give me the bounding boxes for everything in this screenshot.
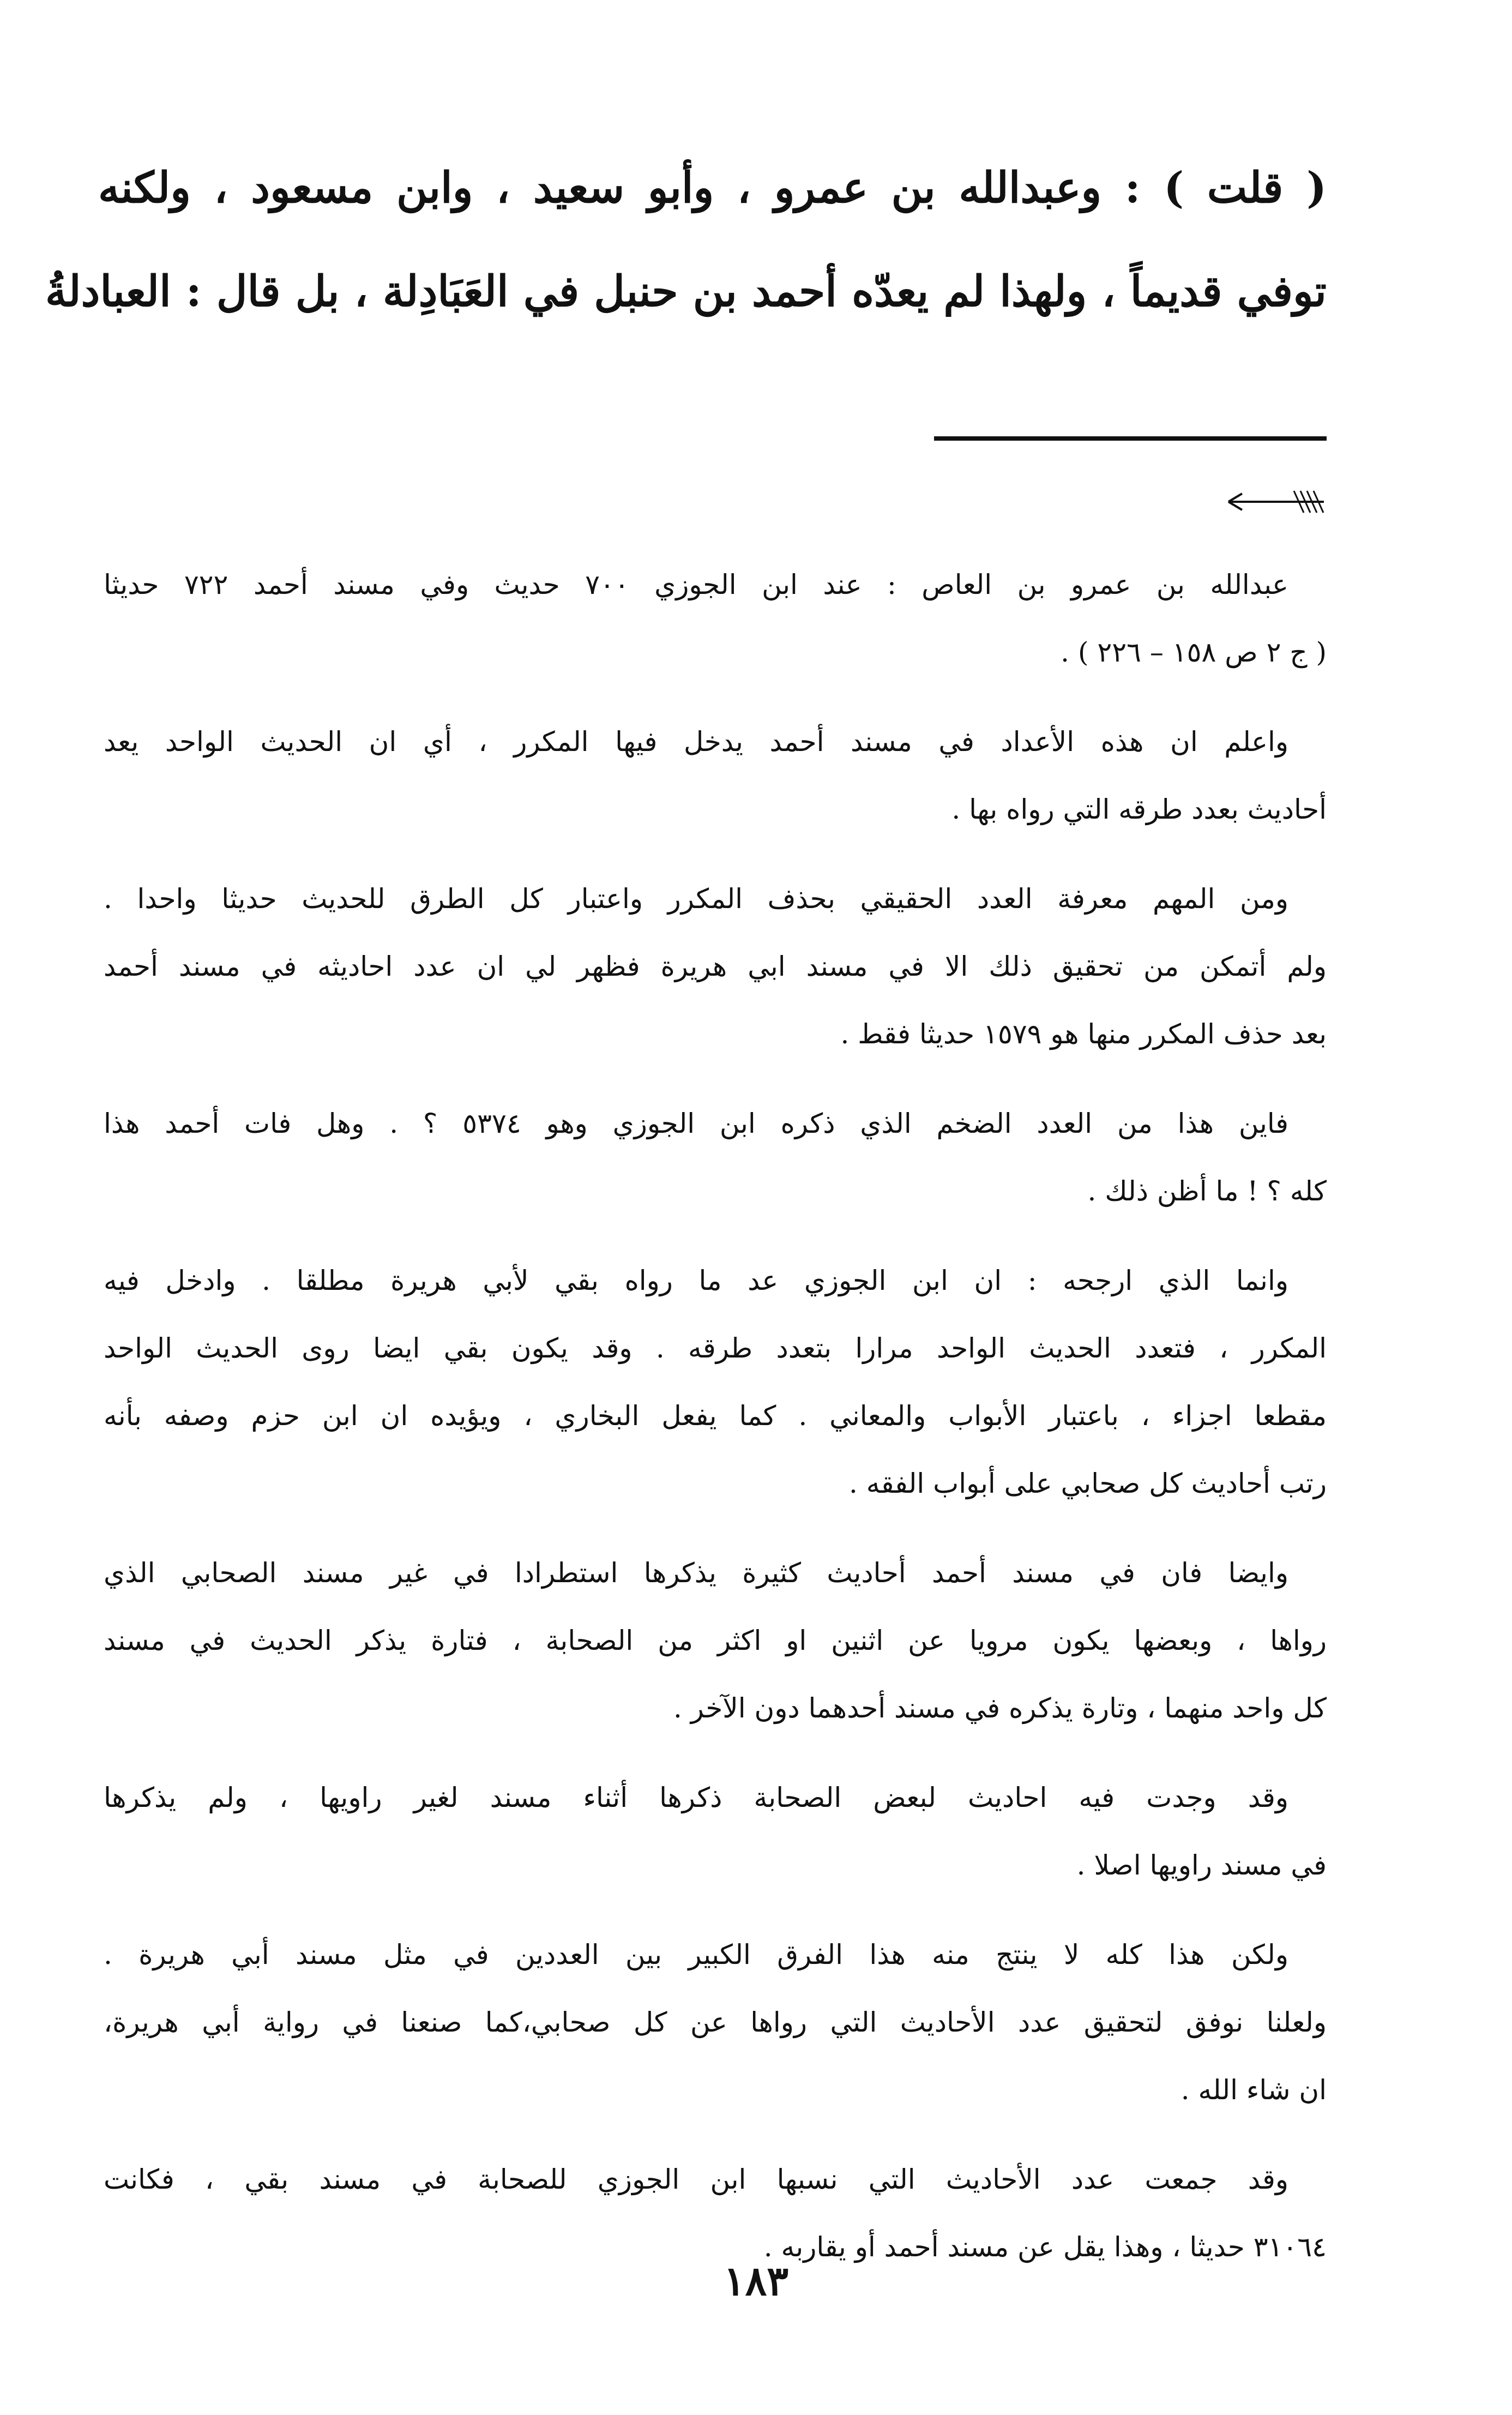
main-text-line: ( قلت ) : وعبدالله بن عمرو ، وأبو سعيد ، وابن مسعود ، ولكنه: [98, 163, 1327, 213]
footnote-paragraph: [104, 1247, 1327, 1517]
footnote-paragraph: [104, 1764, 1327, 1899]
footnote-paragraph: [104, 551, 1327, 686]
footnote-line: فاين هذا من العدد الضخم الذي ذكره ابن الجوزي وهو ٥٣٧٤ ؟ . وهل فات أحمد هذا: [104, 1108, 1288, 1139]
footnote-line: في مسند راويها اصلا .: [1076, 1849, 1327, 1881]
footnote-separator-rule: [934, 436, 1327, 441]
footnote-line: وقد جمعت عدد الأحاديث التي نسبها ابن الجوزي للصحابة في مسند بقي ، فكانت: [104, 2164, 1288, 2195]
footnote-line: وانما الذي ارجحه : ان ابن الجوزي عد ما رواه بقي لأبي هريرة مطلقا . وادخل فيه: [104, 1265, 1288, 1296]
footnote-paragraph: [104, 1090, 1327, 1225]
footnote-line: رتب أحاديث كل صحابي على أبواب الفقه .: [848, 1468, 1327, 1499]
footnote-line: ولكن هذا كله لا ينتج منه هذا الفرق الكبير بين العددين في مثل مسند أبي هريرة .: [104, 1939, 1288, 1971]
footnote-line: كله ؟ ! ما أظن ذلك .: [1087, 1175, 1327, 1207]
main-text-line: توفي قديماً ، ولهذا لم يعدّه أحمد بن حنبل في العَبَادِلة ، بل قال : العبادلةُ: [45, 267, 1327, 316]
footnote-line: واعلم ان هذه الأعداد في مسند أحمد يدخل فيها المكرر ، أي ان الحديث الواحد يعد: [104, 726, 1288, 758]
footnote-line: كل واحد منهما ، وتارة يذكره في مسند أحدهما دون الآخر .: [673, 1692, 1327, 1724]
footnote-line: وايضا فان في مسند أحمد أحاديث كثيرة يذكرها استطرادا في غير مسند الصحابي الذي: [104, 1557, 1288, 1589]
main-text-block: [45, 136, 1327, 344]
footnote-line: المكرر ، فتعدد الحديث الواحد مرارا بتعدد طرقه . وقد يكون بقي ايضا روى الحديث الواحد: [104, 1332, 1327, 1364]
footnote-paragraph: [104, 865, 1327, 1068]
footnote-line: ومن المهم معرفة العدد الحقيقي بحذف المكرر واعتبار كل الطرق للحديث حديثا واحدا .: [104, 883, 1288, 915]
footnote-arrow-ornament-icon: [1223, 485, 1327, 518]
footnote-paragraph: [104, 708, 1327, 843]
page-number: ١٨٣: [723, 2258, 789, 2305]
footnote-line: ( ج ٢ ص ١٥٨ – ٢٢٦ ) .: [1061, 636, 1327, 668]
footnote-line: ٣١٠٦٤ حديثا ، وهذا يقل عن مسند أحمد أو يقاربه .: [763, 2231, 1327, 2263]
footnote-line: بعد حذف المكرر منها هو ١٥٧٩ حديثا فقط .: [840, 1018, 1327, 1050]
footnote-line: مقطعا اجزاء ، باعتبار الأبواب والمعاني . كما يفعل البخاري ، ويؤيده ان ابن حزم وصفه بأنه: [104, 1400, 1327, 1432]
footnote-line: عبدالله بن عمرو بن العاص : عند ابن الجوزي ٧٠٠ حديث وفي مسند أحمد ٧٢٢ حديثا: [104, 569, 1288, 600]
footnote-line: ولعلنا نوفق لتحقيق عدد الأحاديث التي رواها عن كل صحابي،كما صنعنا في رواية أبي هريرة،: [104, 2007, 1327, 2038]
footnote-line: ولم أتمكن من تحقيق ذلك الا في مسند ابي هريرة فظهر لي ان عدد احاديثه في مسند أحمد: [104, 951, 1327, 982]
footnotes-block: [104, 551, 1327, 2303]
footnote-paragraph: [104, 1921, 1327, 2124]
footnote-paragraph: [104, 1539, 1327, 1742]
footnote-line: رواها ، وبعضها يكون مرويا عن اثنين او اكثر من الصحابة ، فتارة يذكر الحديث في مسند: [104, 1625, 1327, 1656]
footnote-line: أحاديث بعدد طرقه التي رواه بها .: [951, 794, 1327, 825]
footnote-line: وقد وجدت فيه احاديث لبعض الصحابة ذكرها أثناء مسند لغير راويها ، ولم يذكرها: [104, 1782, 1288, 1813]
footnote-line: ان شاء الله .: [1180, 2074, 1327, 2106]
